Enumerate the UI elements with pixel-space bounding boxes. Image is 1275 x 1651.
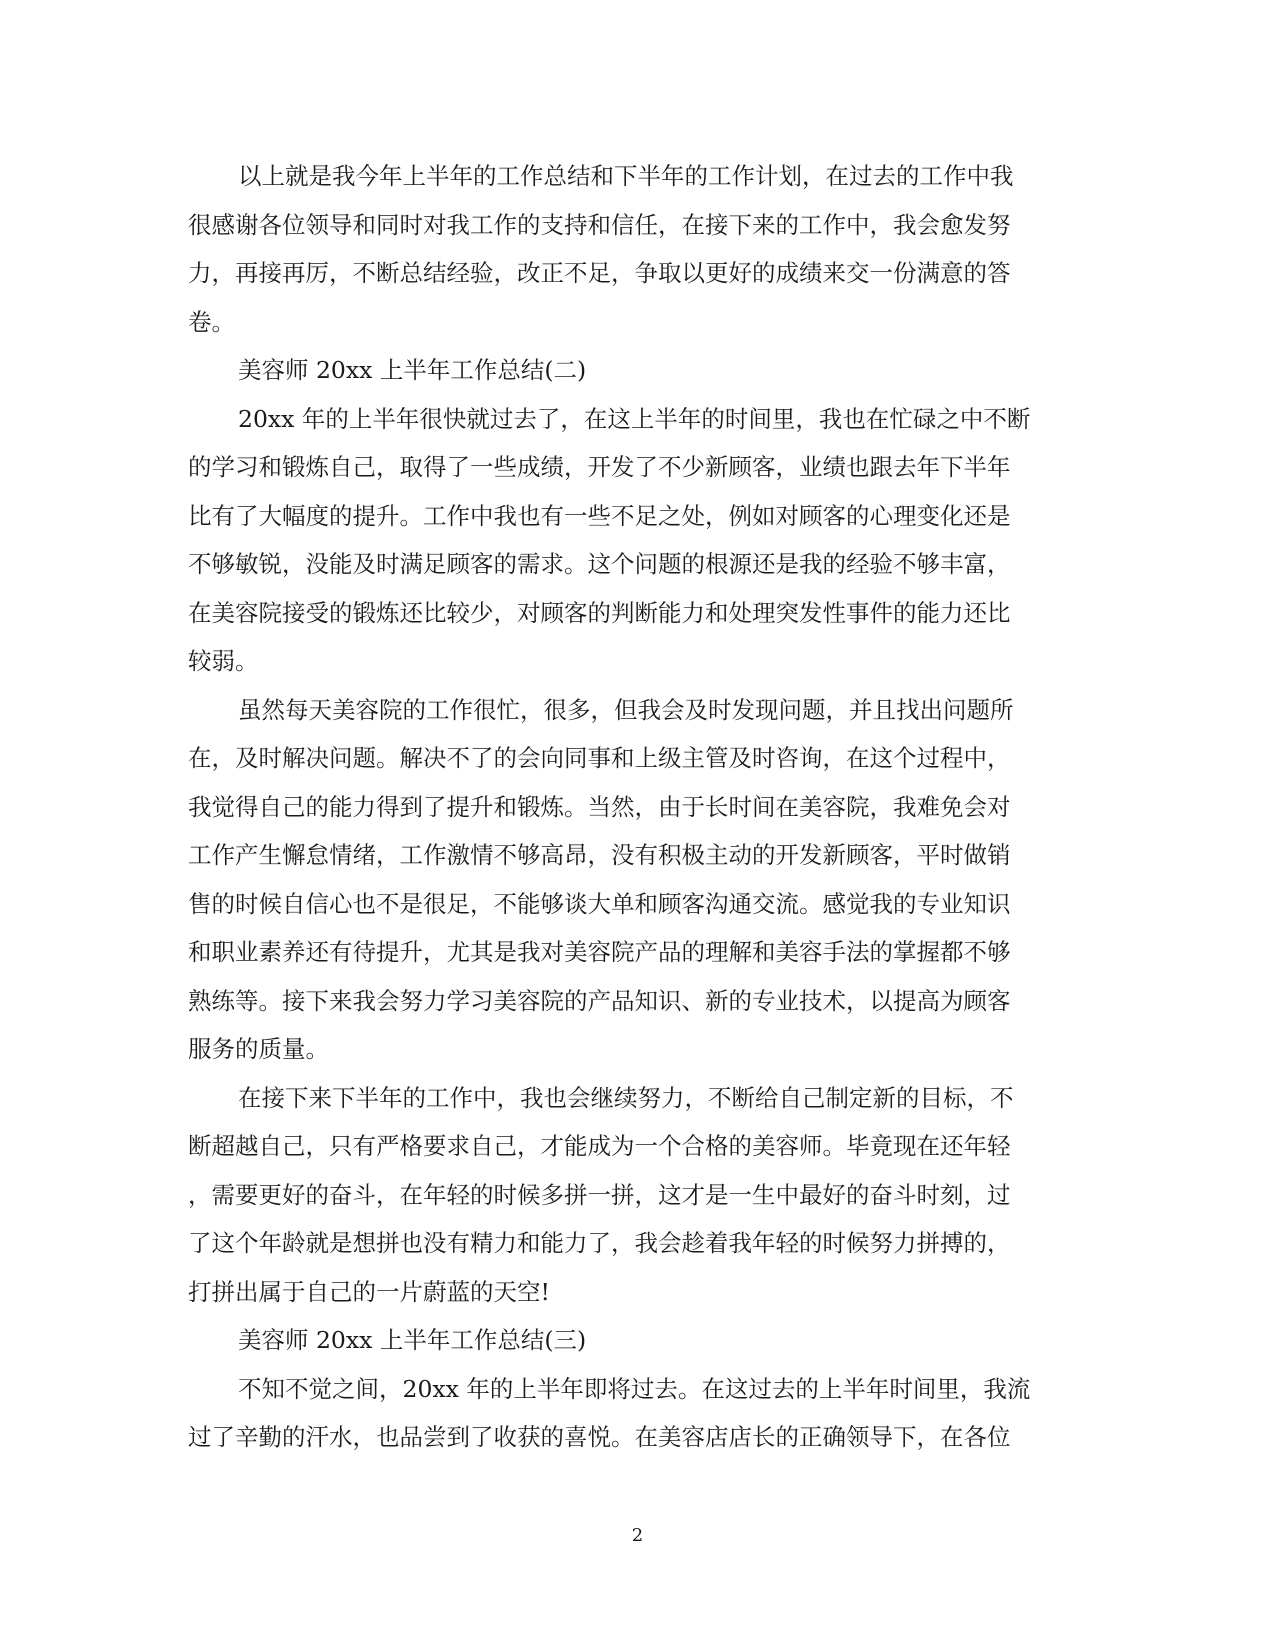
paragraph-line: 不知不觉之间，20xx 年的上半年即将过去。在这过去的上半年时间里，我流 (238, 1374, 1031, 1403)
paragraph-line: 我觉得自己的能力得到了提升和锻炼。当然，由于长时间在美容院，我难免会对 (188, 792, 1011, 821)
paragraph-line: 虽然每天美容院的工作很忙，很多，但我会及时发现问题，并且找出问题所 (238, 695, 1014, 724)
paragraph-line: 在，及时解决问题。解决不了的会向同事和上级主管及时咨询，在这个过程中， (188, 744, 1011, 772)
paragraph-line: 较弱。 (188, 647, 259, 675)
paragraph-line: 过了辛勤的汗水，也品尝到了收获的喜悦。在美容店店长的正确领导下，在各位 (188, 1423, 1011, 1451)
paragraph-line: 和职业素养还有待提升，尤其是我对美容院产品的理解和美容手法的掌握都不够 (188, 938, 1011, 966)
paragraph-line: 熟练等。接下来我会努力学习美容院的产品知识、新的专业技术，以提高为顾客 (188, 986, 1011, 1015)
paragraph-line: 不够敏锐，没能及时满足顾客的需求。这个问题的根源还是我的经验不够丰富， (188, 550, 1011, 578)
paragraph-line: 比有了大幅度的提升。工作中我也有一些不足之处，例如对顾客的心理变化还是 (188, 501, 1011, 530)
paragraph-line: 了这个年龄就是想拼也没有精力和能力了，我会趁着我年轻的时候努力拼搏的， (188, 1229, 1011, 1257)
paragraph-line: ，需要更好的奋斗，在年轻的时候多拼一拼，这才是一生中最好的奋斗时刻，过 (188, 1180, 1011, 1209)
document-body (188, 152, 1070, 1462)
page-number: 2 (631, 1525, 644, 1546)
paragraph-line: 卷。 (188, 307, 235, 336)
paragraph-line: 断超越自己，只有严格要求自己，才能成为一个合格的美容师。毕竟现在还年轻 (188, 1132, 1011, 1160)
paragraph-line: 的学习和锻炼自己，取得了一些成绩，开发了不少新顾客，业绩也跟去年下半年 (188, 453, 1011, 481)
paragraph-line: 在接下来下半年的工作中，我也会继续努力，不断给自己制定新的目标，不 (238, 1083, 1014, 1112)
paragraph-line: 很感谢各位领导和同时对我工作的支持和信任，在接下来的工作中，我会愈发努 (188, 210, 1011, 239)
paragraph-line: 力，再接再厉，不断总结经验，改正不足，争取以更好的成绩来交一份满意的答 (188, 259, 1011, 287)
section-heading: 美容师 20xx 上半年工作总结(三) (238, 1326, 587, 1354)
paragraph-line: 服务的质量。 (188, 1035, 329, 1063)
paragraph-line: 售的时候自信心也不是很足，不能够谈大单和顾客沟通交流。感觉我的专业知识 (188, 889, 1011, 918)
paragraph-line: 打拼出属于自己的一片蔚蓝的天空! (188, 1277, 550, 1306)
section-heading: 美容师 20xx 上半年工作总结(二) (238, 356, 587, 384)
paragraph-line: 20xx 年的上半年很快就过去了，在这上半年的时间里，我也在忙碌之中不断 (238, 404, 1031, 433)
paragraph-line: 在美容院接受的锻炼还比较少，对顾客的判断能力和处理突发性事件的能力还比 (188, 598, 1011, 627)
paragraph-line: 工作产生懈怠情绪，工作激情不够高昂，没有积极主动的开发新顾客，平时做销 (188, 841, 1011, 869)
paragraph-line: 以上就是我今年上半年的工作总结和下半年的工作计划，在过去的工作中我 (238, 162, 1014, 190)
